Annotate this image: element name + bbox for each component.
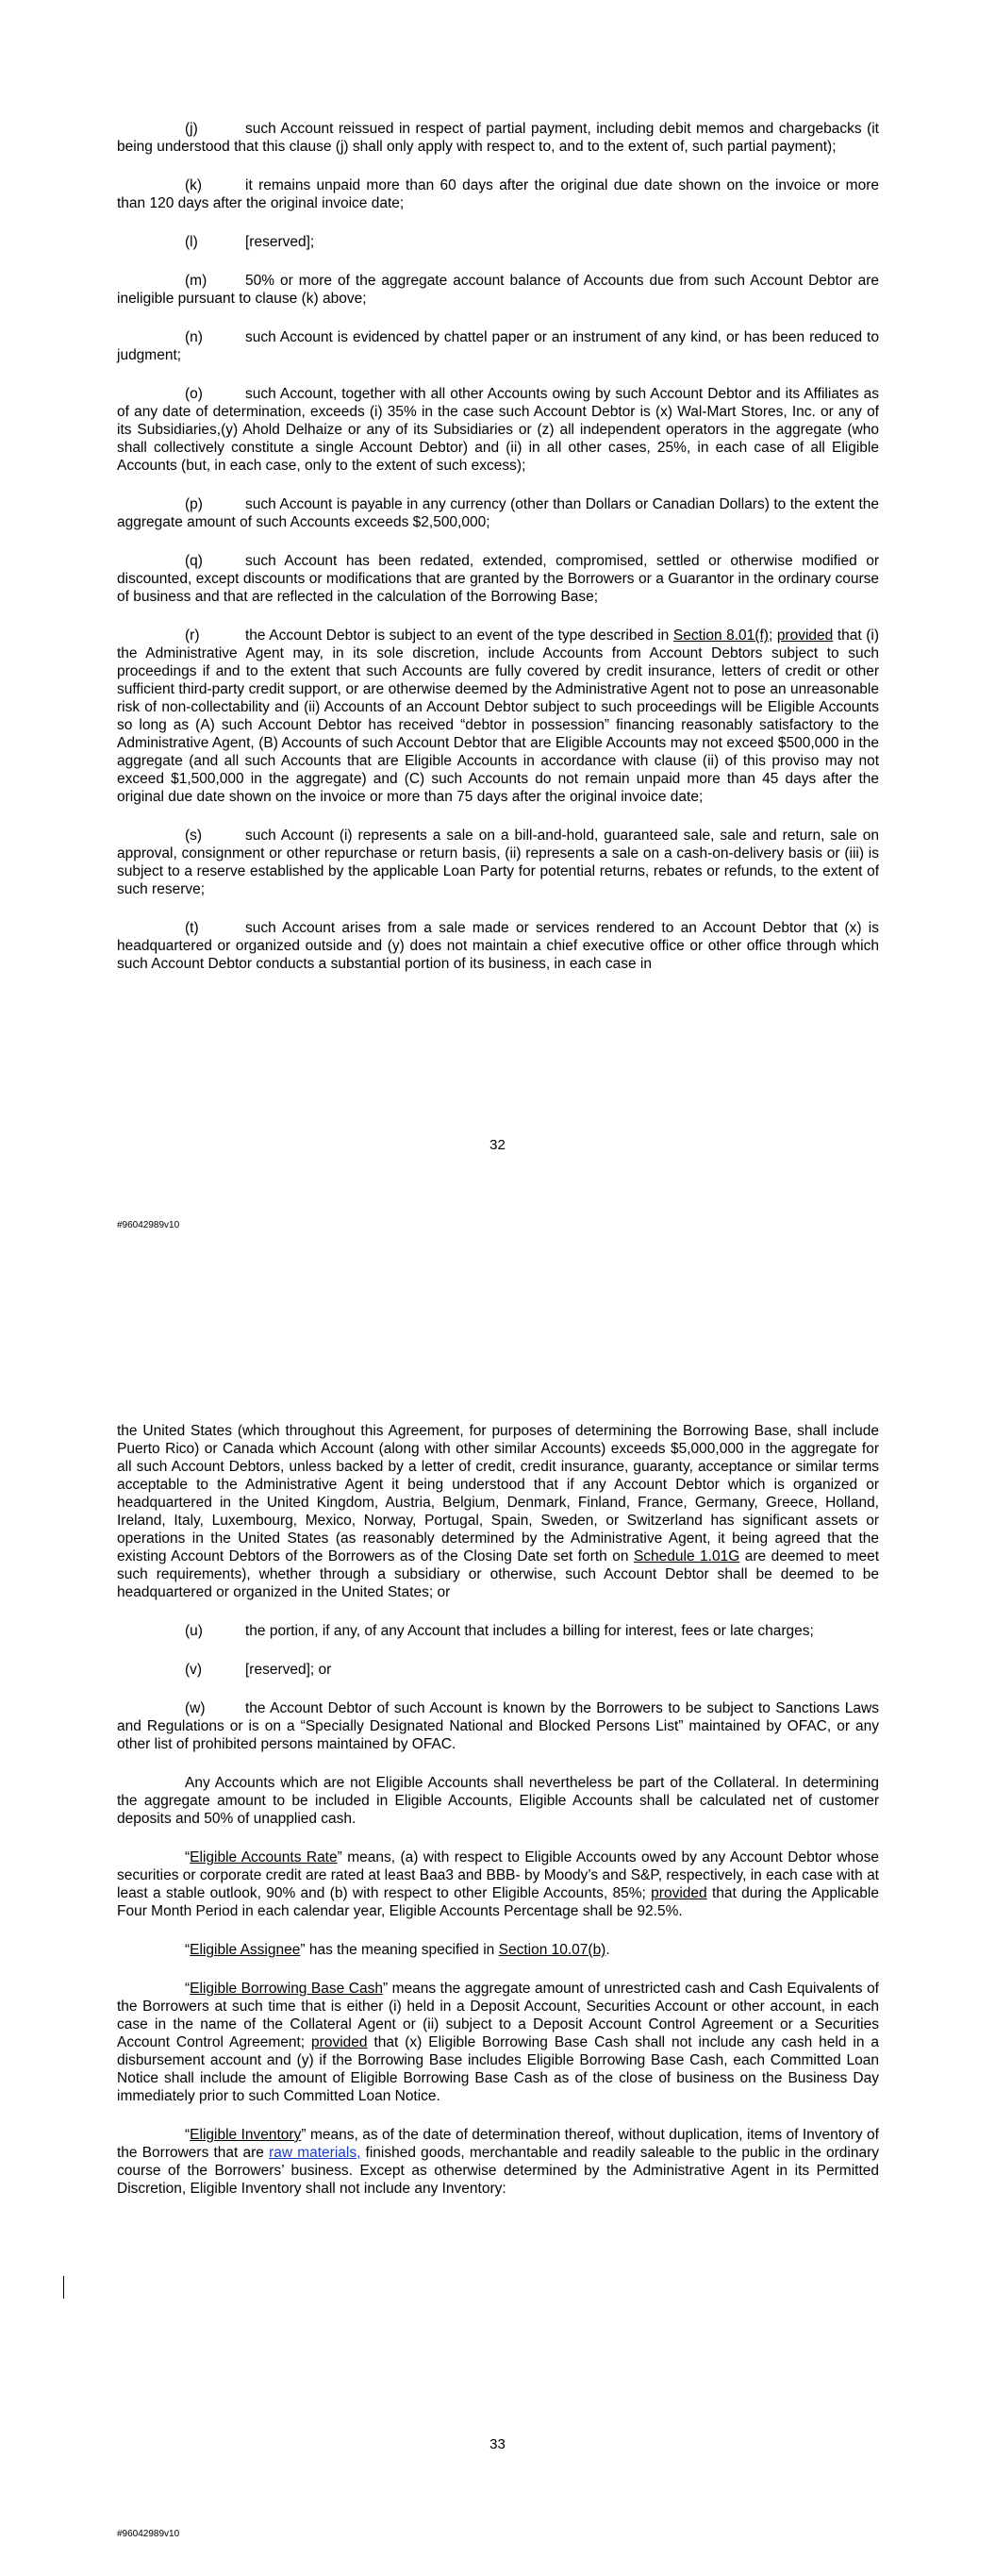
clause-l: (l) [reserved]; [185,234,315,250]
clause-v: (v) [reserved]; or [185,1662,332,1678]
definition-eligible-assignee: “Eligible Assignee” has the meaning specified in Section 10.07(b). [185,1942,610,1958]
page-number: 32 [489,1137,506,1153]
document-id: #96042989v10 [117,1220,180,1230]
clause-q: (q) such Account has been redated, extended, compromised, settled or otherwise modified or discounted, except discounts or modifications that are granted by the Borrowers or a Guarantor in the ordinary course of business and that are reflected in the calculation of the Borrowing Base; [117,553,879,605]
definition-eligible-inventory: “Eligible Inventory” means, as of the date of determination thereof, without duplication, items of Inventory of the Borrowers that are raw materials, finished goods, merchantable and readily saleable to the public in the ordinary course of the Borrowers’ business. Except as otherwise determined by the Administrative Agent in its Permitted Discretion, Eligible Inventory shall not include any Inventory: [117,2127,879,2197]
raw-materials-link[interactable]: raw materials, [269,2145,361,2161]
collateral-paragraph: Any Accounts which are not Eligible Accounts shall nevertheless be part of the Collateral. In determining the aggregate amount to be included in Eligible Accounts, Eligible Accounts shall be calculated net of customer deposits and 50% of unapplied cash. [117,1775,879,1827]
section-10-07b-reference[interactable]: Section 10.07(b) [498,1942,606,1958]
clause-o: (o) such Account, together with all other Accounts owing by such Account Debtor and its Affiliates as of any date of determination, exceeds (i) 35% in the case such Account Debtor is (x) Wal-Mart Stores, Inc. or any of its Subsidiaries,(y) Ahold Delhaize or any of its Subsidiaries or (z) all independent operators in the aggregate (who shall collectively constitute a single Account Debtor) and (ii) in all other cases, 25%, in each case of all Eligible Accounts (but, in each case, only to the extent of such excess); [117,386,879,474]
defined-term: Eligible Assignee [190,1942,301,1958]
page-32-body [117,120,879,973]
clause-t: (t) such Account arises from a sale made or services rendered to an Account Debtor that (x) is headquartered or organized outside and (y) does not maintain a chief executive office or other office through which such Account Debtor conducts a substantial portion of its business, in each case in [117,920,879,972]
definition-eligible-accounts-rate: “Eligible Accounts Rate” means, (a) with respect to Eligible Accounts owed by any Account Debtor whose securities or corporate credit are rated at least Baa3 and BBB- by Moody’s and S&P, respectively, in each case with at least a stable outlook, 90% and (b) with respect to other Eligible Accounts, 85%; provided that during the Applicable Four Month Period in each calendar year, Eligible Accounts Percentage shall be 92.5%. [117,1849,879,1919]
proviso-term: provided [776,627,834,644]
proviso-term: provided [651,1885,707,1901]
clause-w: (w) the Account Debtor of such Account is known by the Borrowers to be subject to Sanctions Laws and Regulations or is on a “Specially Designated National and Blocked Persons List” maintained by OFAC, or any other list of prohibited persons maintained by OFAC. [117,1700,879,1752]
definition-eligible-borrowing-base-cash: “Eligible Borrowing Base Cash” means the aggregate amount of unrestricted cash and Cash Equivalents of the Borrowers at such time that is either (i) held in a Deposit Account, Securities Account or other account, in each case in the name of the Collateral Agent or (ii) subject to a Deposit Account Control Agreement or a Securities Account Control Agreement; provided that (x) Eligible Borrowing Base Cash shall not include any cash held in a disbursement account and (y) if the Borrowing Base includes Eligible Borrowing Base Cash, each Committed Loan Notice shall include the amount of Eligible Borrowing Base Cash as of the close of business on the Business Day immediately prior to such Committed Loan Notice. [117,1981,880,2104]
clause-u: (u) the portion, if any, of any Account that includes a billing for interest, fees or late charges; [185,1623,814,1639]
schedule-1-01g-reference[interactable]: Schedule 1.01G [633,1548,740,1564]
revision-change-bar [63,2276,64,2299]
clause-k: (k) it remains unpaid more than 60 days after the original due date shown on the invoice or more than 120 days after the original invoice date; [117,177,879,211]
defined-term: Eligible Inventory [190,2127,302,2143]
clause-r: (r) the Account Debtor is subject to an event of the type described in Section 8.01(f); provided that (i) the Administrative Agent may, in its sole discretion, include Accounts from Account Debtors subject to such proceedings if and to the extent that such Accounts are fully covered by credit insurance, letters of credit or other sufficient third-party credit support, or are otherwise deemed by the Administrative Agent not to pose an unreasonable risk of non-collectability and (ii) Accounts of an Account Debtor subject to such proceedings will be Eligible Accounts so long as (A) such Account Debtor has received “debtor in possession” financing reasonably satisfactory to the Administrative Agent, (B) Accounts of such Account Debtor that are Eligible Accounts may not exceed $500,000 in the aggregate (and all such Accounts that are Eligible Accounts in accordance with clause (ii) of this proviso may not exceed $1,500,000 in the aggregate) and (C) such Accounts do not remain unpaid more than 45 days after the original due date shown on the invoice or more than 75 days after the original invoice date; [117,627,880,805]
page-number: 33 [489,2436,506,2452]
defined-term: Eligible Accounts Rate [190,1849,338,1865]
defined-term: Eligible Borrowing Base Cash [190,1981,383,1997]
page-33-body [117,1422,879,2198]
clause-s: (s) such Account (i) represents a sale on a bill-and-hold, guaranteed sale, sale and return, sale on approval, consignment or other repurchase or return basis, (ii) represents a sale on a cash-on-delivery basis or (iii) is subject to a reserve established by the applicable Loan Party for potential returns, rebates or refunds, to the extent of such reserve; [117,828,879,897]
proviso-term: provided [311,2034,368,2050]
clause-t-continued: the United States (which throughout this Agreement, for purposes of determining the Borrowing Base, shall include Puerto Rico) or Canada which Account (along with other similar Accounts) exceeds $5,000,000 in the aggregate for all such Account Debtors, unless backed by a letter of credit, credit insurance, guaranty, acceptance or similar terms acceptable to the Administrative Agent it being understood that if any Account Debtor which is organized or headquartered in the United Kingdom, Austria, Belgium, Denmark, Finland, France, Germany, Greece, Holland, Ireland, Italy, Luxembourg, Mexico, Norway, Portugal, Spain, Sweden, or Switzerland has significant assets or operations in the United States (as reasonably determined by the Administrative Agent, it being agreed that the existing Account Debtors of the Borrowers as of the Closing Date set forth on Schedule 1.01G are deemed to meet such requirements), whether through a subsidiary or otherwise, such Account Debtor shall be deemed to be headquartered or organized in the United States; or [117,1423,879,1600]
clause-j: (j) such Account reissued in respect of partial payment, including debit memos and chargebacks (it being understood that this clause (j) shall only apply with respect to, and to the extent of, such partial payment); [117,121,879,155]
clause-m: (m) 50% or more of the aggregate account balance of Accounts due from such Account Debtor are ineligible pursuant to clause (k) above; [117,273,879,307]
document-id: #96042989v10 [117,2529,180,2539]
section-8-01f-reference[interactable]: Section 8.01(f) [672,627,769,644]
clause-n: (n) such Account is evidenced by chattel paper or an instrument of any kind, or has been reduced to judgment; [117,329,879,363]
clause-p: (p) such Account is payable in any currency (other than Dollars or Canadian Dollars) to the extent the aggregate amount of such Accounts exceeds $2,500,000; [117,496,879,530]
page-33 [0,1312,995,2576]
